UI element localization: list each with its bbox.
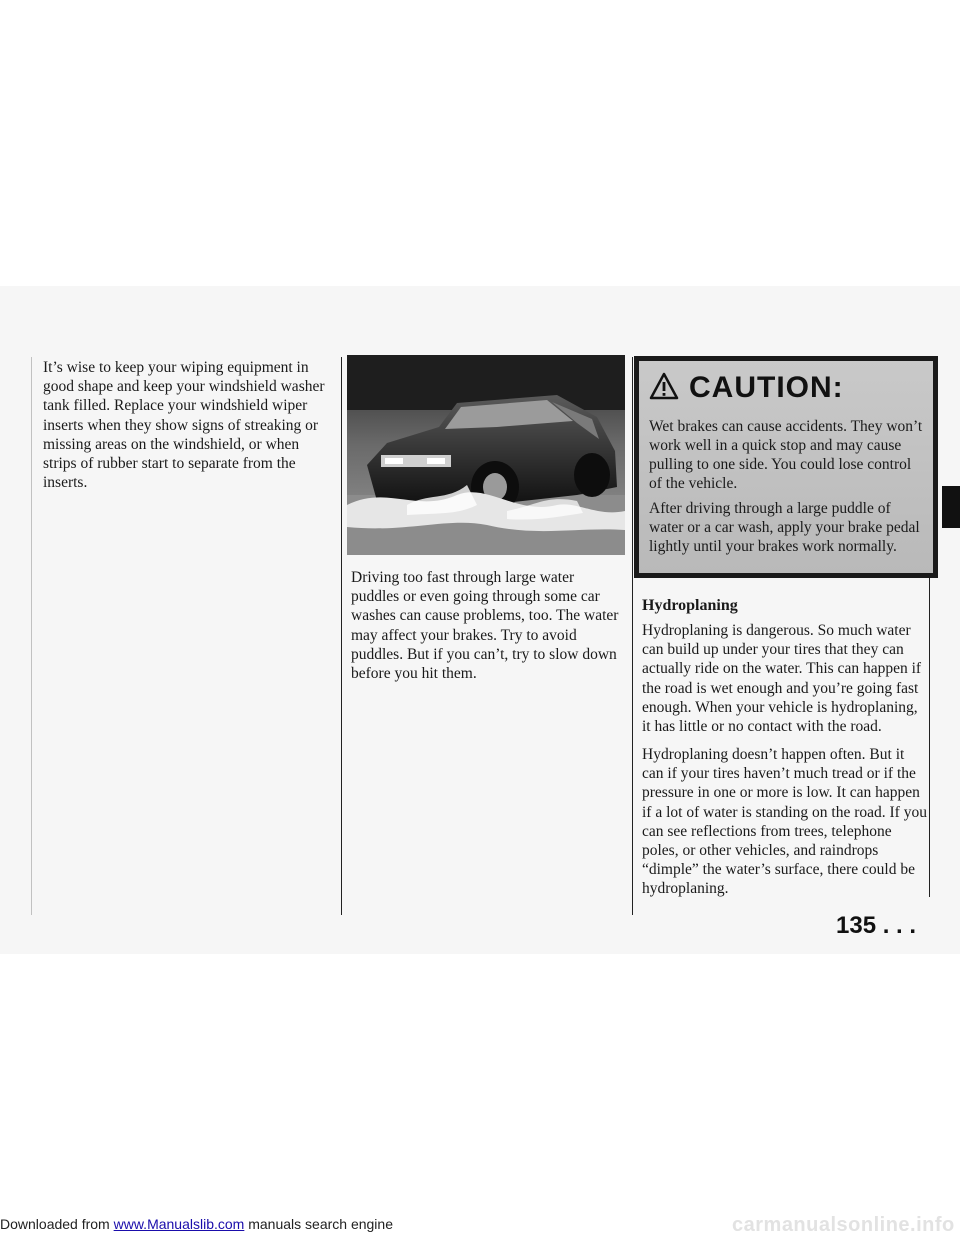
- warning-triangle-icon: [649, 372, 679, 405]
- car-puddle-photo: [347, 355, 625, 555]
- caution-box: [634, 356, 938, 578]
- caution-panel: [639, 361, 933, 573]
- footer-prefix: Downloaded from: [0, 1216, 114, 1232]
- puddles-paragraph: Driving too fast through large water puddles or even going through some car washes can cause problems, too. The water may affect your brakes. Try to avoid puddles. But if you can’t, try to slow down before you hit them.: [351, 569, 619, 683]
- wiper-paragraph: It’s wise to keep your wiping equipment in good shape and keep your windshield washer tank filled. Replace your windshield wiper inserts when they show signs of streaking or missing areas on the windshield, or when strips of rubber start to separate from the inserts.: [43, 359, 325, 492]
- page-number: 135 . . .: [836, 912, 917, 939]
- column-rule-right: [632, 357, 633, 915]
- caution-header: [649, 365, 923, 411]
- caution-paragraph-1: Wet brakes can cause accidents. They won’t work well in a quick stop and may cause pulling to one side. You could lose control of the vehicle.: [649, 418, 923, 492]
- hydroplaning-paragraph-2: Hydroplaning doesn’t happen often. But it can if your tires haven’t much tread or if the pressure in one or more is low. It can happen if a lot of water is standing on the road. If you can see reflections from trees, telephone poles, or other vehicles, and raindrops “dimple” the water’s surface, there could be hydroplaning.: [642, 746, 927, 898]
- hydroplaning-heading: Hydroplaning: [642, 597, 738, 614]
- car-puddle-illustration: [347, 355, 625, 555]
- manualslib-link[interactable]: www.Manualslib.com: [113, 1216, 245, 1232]
- column-rule-left: [31, 357, 32, 915]
- column-rule-middle: [341, 357, 342, 915]
- hydroplaning-paragraph-1: Hydroplaning is dangerous. So much water can build up under your tires that they can actually ride on the water. This can happen if the road is wet enough and you’re going fast enough. When your vehicle is hydroplaning, it has little or no contact with the road.: [642, 622, 922, 736]
- caution-paragraph-2: After driving through a large puddle of water or a car wash, apply your brake pedal lightly until your brakes work normally.: [649, 500, 920, 555]
- footer-suffix: manuals search engine: [244, 1216, 393, 1232]
- caution-title: CAUTION:: [689, 371, 844, 404]
- section-tab-marker: [942, 486, 960, 528]
- site-watermark: carmanualsonline.info: [732, 1214, 955, 1236]
- download-footer: [0, 1216, 393, 1232]
